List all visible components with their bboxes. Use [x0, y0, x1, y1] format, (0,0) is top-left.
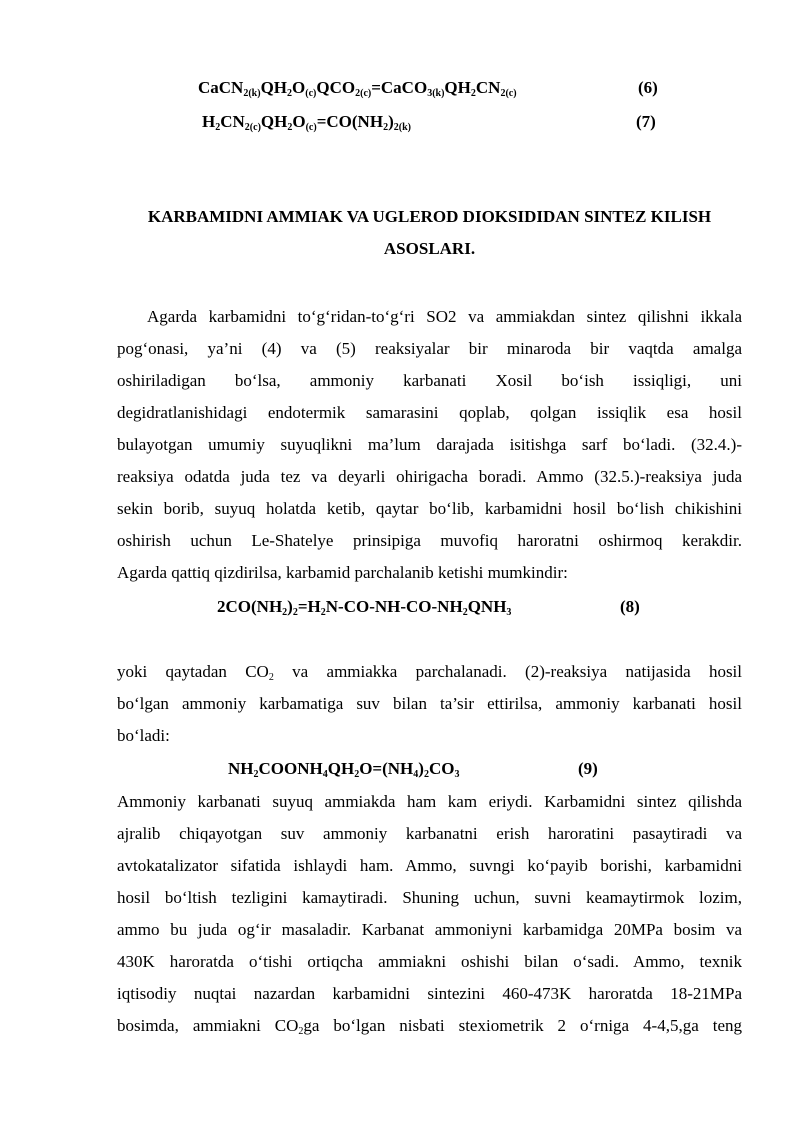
paragraph-1-line: Agarda karbamidni to‘g‘ridan-to‘g‘ri SO2 va ammiakdan sintez qilishni ikkala	[147, 307, 742, 326]
equation-6: $CaCN_{2(k)}QH_2O_{(c)}QCO_{2(c)}=CaCO_{3(k)}QH_2CN_{2(c)}$	[198, 78, 517, 99]
equation-8-number: (8)	[620, 597, 640, 616]
equation-6-number: (6)	[638, 78, 658, 97]
paragraph-2	[117, 656, 742, 752]
equation-8: $2CO(NH_2)_2=H_2N-CO-NH-CO-NH_2QNH_3$	[217, 597, 512, 618]
paragraph-1-line: oshiriladigan bo‘lsa, ammoniy karbanati Xosil bo‘ish issiqligi, uni	[117, 371, 742, 390]
paragraph-3-line: iqtisodiy nuqtai nazardan karbamidni sintezini 460-473K haroratda 18-21MPa	[117, 984, 742, 1003]
paragraph-3-line: hosil bo‘ltish tezligini kamaytiradi. Shuning uchun, suvni keamaytirmok lozim,	[117, 888, 742, 907]
paragraph-3-line: ammo bu juda og‘ir masaladir. Karbanat ammoniyni karbamidga 20MPa bosim va	[117, 920, 742, 939]
paragraph-3-line: Ammoniy karbanati suyuq ammiakda ham kam eriydi. Karbamidni sintez qilishda	[117, 792, 742, 811]
paragraph-3	[117, 786, 742, 1042]
paragraph-2-line: bo‘lgan ammoniy karbamatiga suv bilan ta’sir ettirilsa, ammoniy karbanati hosil	[117, 694, 742, 713]
paragraph-1-line: oshirish uchun Le-Shatelye prinsipiga muvofiq haroratni oshirmoq kerakdir.	[117, 531, 742, 550]
paragraph-1	[117, 301, 742, 589]
paragraph-3-line: ajralib chiqayotgan suv ammoniy karbanatni erish haroratini pasaytiradi va	[117, 824, 742, 843]
equation-7-number: (7)	[636, 112, 656, 131]
paragraph-1-line: pog‘onasi, ya’ni (4) va (5) reaksiyalar bir minaroda bir vaqtda amalga	[117, 339, 742, 358]
paragraph-1-line: bulayotgan umumiy suyuqlikni ma’lum darajada isitishga sarf bo‘ladi. (32.4.)-	[117, 435, 742, 454]
paragraph-2-line: yoki qaytadan $CO_2$ va ammiakka parchalanadi. (2)-reaksiya natijasida hosil	[117, 662, 743, 683]
section-heading-line2: ASOSLARI.	[383, 239, 476, 258]
equation-7: $H_2CN_{2(c)}QH_2O_{(c)}=CO(NH_2)_{2(k)}$	[202, 112, 411, 133]
paragraph-3-line: bosimda, ammiakni $CO_2ga$ bo‘lgan nisbati stexiometrik 2 o‘rniga 4-4,5,ga teng	[117, 1016, 742, 1037]
section-heading	[117, 201, 742, 265]
section-heading-line1: KARBAMIDNI AMMIAK VA UGLEROD DIOKSIDIDAN SINTEZ KILISH	[147, 207, 712, 226]
equation-9: $NH_2COONH_4QH_2O=(NH_4)_2CO_3$	[228, 759, 460, 780]
paragraph-1-line: sekin borib, suyuq holatda ketib, qaytar bo‘lib, karbamidni hosil bo‘lish chikishini	[117, 499, 742, 518]
paragraph-1-line: Agarda qattiq qizdirilsa, karbamid parchalanib ketishi mumkindir:	[117, 563, 568, 582]
paragraph-3-line: 430K haroratda o‘tishi ortiqcha ammiakni oshishi bilan o‘sadi. Ammo, texnik	[117, 952, 742, 971]
paragraph-1-line: degidratlanishidagi endotermik samarasini qoplab, qolgan issiqlik esa hosil	[117, 403, 742, 422]
paragraph-2-line: bo‘ladi:	[117, 726, 170, 745]
paragraph-1-line: reaksiya odatda juda tez va deyarli ohirigacha boradi. Ammo (32.5.)-reaksiya juda	[117, 467, 742, 486]
equation-9-number: (9)	[578, 759, 598, 778]
paragraph-3-line: avtokatalizator sifatida ishlaydi ham. Ammo, suvngi ko‘payib borishi, karbamidni	[117, 856, 742, 875]
